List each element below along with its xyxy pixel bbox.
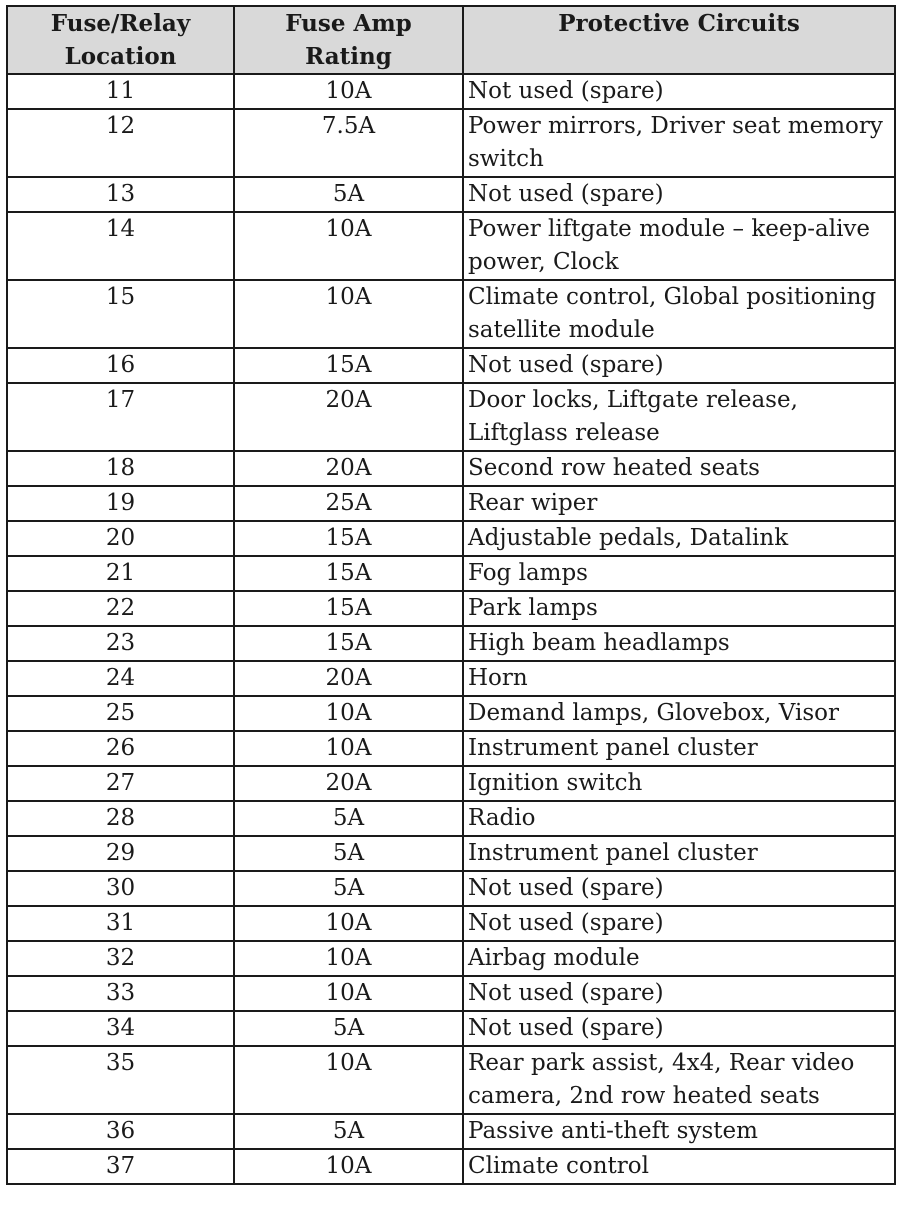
table-row	[7, 976, 895, 1011]
cell-circuits: High beam headlamps	[463, 626, 895, 661]
cell-amp: 15A	[234, 591, 463, 626]
cell-amp: 10A	[234, 976, 463, 1011]
table-row	[7, 766, 895, 801]
table-row	[7, 1149, 895, 1184]
cell-location: 11	[7, 74, 234, 109]
cell-amp: 15A	[234, 348, 463, 383]
cell-location: 22	[7, 591, 234, 626]
table-body	[7, 74, 895, 1184]
table-row	[7, 451, 895, 486]
table-row	[7, 696, 895, 731]
cell-circuits: Rear wiper	[463, 486, 895, 521]
cell-location: 18	[7, 451, 234, 486]
cell-location: 26	[7, 731, 234, 766]
cell-amp: 5A	[234, 836, 463, 871]
cell-circuits: Power liftgate module – keep-alive power, Clock	[463, 212, 895, 280]
cell-amp: 5A	[234, 801, 463, 836]
cell-circuits: Climate control	[463, 1149, 895, 1184]
cell-circuits: Not used (spare)	[463, 906, 895, 941]
table-row	[7, 941, 895, 976]
header-amp-rating	[234, 6, 463, 74]
cell-amp: 10A	[234, 74, 463, 109]
header-protective-circuits: Protective Circuits	[463, 6, 895, 74]
table-row	[7, 871, 895, 906]
cell-circuits: Airbag module	[463, 941, 895, 976]
cell-amp: 5A	[234, 177, 463, 212]
header-location-line2: Location	[64, 43, 177, 70]
table-row	[7, 280, 895, 348]
table-row	[7, 177, 895, 212]
table-row	[7, 626, 895, 661]
cell-circuits: Horn	[463, 661, 895, 696]
header-location	[7, 6, 234, 74]
cell-amp: 7.5A	[234, 109, 463, 177]
cell-location: 19	[7, 486, 234, 521]
table-row	[7, 1114, 895, 1149]
cell-amp: 10A	[234, 906, 463, 941]
header-row	[7, 6, 895, 74]
table-row	[7, 1046, 895, 1114]
cell-circuits: Radio	[463, 801, 895, 836]
cell-amp: 5A	[234, 1011, 463, 1046]
cell-circuits: Fog lamps	[463, 556, 895, 591]
cell-location: 16	[7, 348, 234, 383]
cell-location: 33	[7, 976, 234, 1011]
cell-circuits: Ignition switch	[463, 766, 895, 801]
table-row	[7, 521, 895, 556]
cell-location: 23	[7, 626, 234, 661]
cell-circuits: Adjustable pedals, Datalink	[463, 521, 895, 556]
cell-circuits: Power mirrors, Driver seat memory switch	[463, 109, 895, 177]
cell-location: 32	[7, 941, 234, 976]
cell-amp: 15A	[234, 556, 463, 591]
cell-location: 15	[7, 280, 234, 348]
cell-circuits: Not used (spare)	[463, 74, 895, 109]
table-row	[7, 383, 895, 451]
table-row	[7, 801, 895, 836]
table-row	[7, 74, 895, 109]
cell-circuits: Instrument panel cluster	[463, 836, 895, 871]
cell-location: 14	[7, 212, 234, 280]
table-row	[7, 836, 895, 871]
cell-amp: 10A	[234, 696, 463, 731]
cell-circuits: Not used (spare)	[463, 348, 895, 383]
cell-location: 30	[7, 871, 234, 906]
cell-circuits: Passive anti-theft system	[463, 1114, 895, 1149]
cell-amp: 5A	[234, 871, 463, 906]
fuse-table	[6, 5, 896, 1185]
table-row	[7, 212, 895, 280]
cell-amp: 15A	[234, 521, 463, 556]
cell-amp: 10A	[234, 731, 463, 766]
cell-circuits: Door locks, Liftgate release, Liftglass release	[463, 383, 895, 451]
cell-location: 34	[7, 1011, 234, 1046]
cell-location: 24	[7, 661, 234, 696]
cell-circuits: Instrument panel cluster	[463, 731, 895, 766]
cell-location: 35	[7, 1046, 234, 1114]
cell-amp: 10A	[234, 280, 463, 348]
cell-amp: 10A	[234, 1046, 463, 1114]
cell-circuits: Not used (spare)	[463, 871, 895, 906]
cell-location: 27	[7, 766, 234, 801]
cell-amp: 20A	[234, 661, 463, 696]
cell-amp: 15A	[234, 626, 463, 661]
cell-location: 37	[7, 1149, 234, 1184]
cell-circuits: Demand lamps, Glovebox, Visor	[463, 696, 895, 731]
cell-location: 13	[7, 177, 234, 212]
cell-location: 25	[7, 696, 234, 731]
cell-location: 12	[7, 109, 234, 177]
table-row	[7, 731, 895, 766]
table-row	[7, 109, 895, 177]
cell-circuits: Second row heated seats	[463, 451, 895, 486]
cell-amp: 20A	[234, 451, 463, 486]
cell-location: 17	[7, 383, 234, 451]
cell-circuits: Not used (spare)	[463, 976, 895, 1011]
cell-circuits: Not used (spare)	[463, 177, 895, 212]
cell-circuits: Not used (spare)	[463, 1011, 895, 1046]
cell-amp: 10A	[234, 1149, 463, 1184]
cell-location: 29	[7, 836, 234, 871]
table-row	[7, 486, 895, 521]
cell-amp: 5A	[234, 1114, 463, 1149]
table-row	[7, 661, 895, 696]
cell-location: 21	[7, 556, 234, 591]
cell-location: 20	[7, 521, 234, 556]
table-row	[7, 556, 895, 591]
cell-circuits: Rear park assist, 4x4, Rear video camera, 2nd row heated seats	[463, 1046, 895, 1114]
header-amp-line1: Fuse Amp	[285, 10, 412, 37]
table-row	[7, 1011, 895, 1046]
cell-circuits: Park lamps	[463, 591, 895, 626]
cell-amp: 10A	[234, 941, 463, 976]
cell-amp: 25A	[234, 486, 463, 521]
cell-location: 36	[7, 1114, 234, 1149]
table-header	[7, 6, 895, 74]
header-location-line1: Fuse/Relay	[50, 10, 191, 37]
table-row	[7, 906, 895, 941]
header-amp-line2: Rating	[305, 43, 392, 70]
cell-circuits: Climate control, Global positioning satellite module	[463, 280, 895, 348]
cell-amp: 20A	[234, 766, 463, 801]
table-row	[7, 591, 895, 626]
cell-location: 28	[7, 801, 234, 836]
cell-location: 31	[7, 906, 234, 941]
table-row	[7, 348, 895, 383]
cell-amp: 10A	[234, 212, 463, 280]
cell-amp: 20A	[234, 383, 463, 451]
